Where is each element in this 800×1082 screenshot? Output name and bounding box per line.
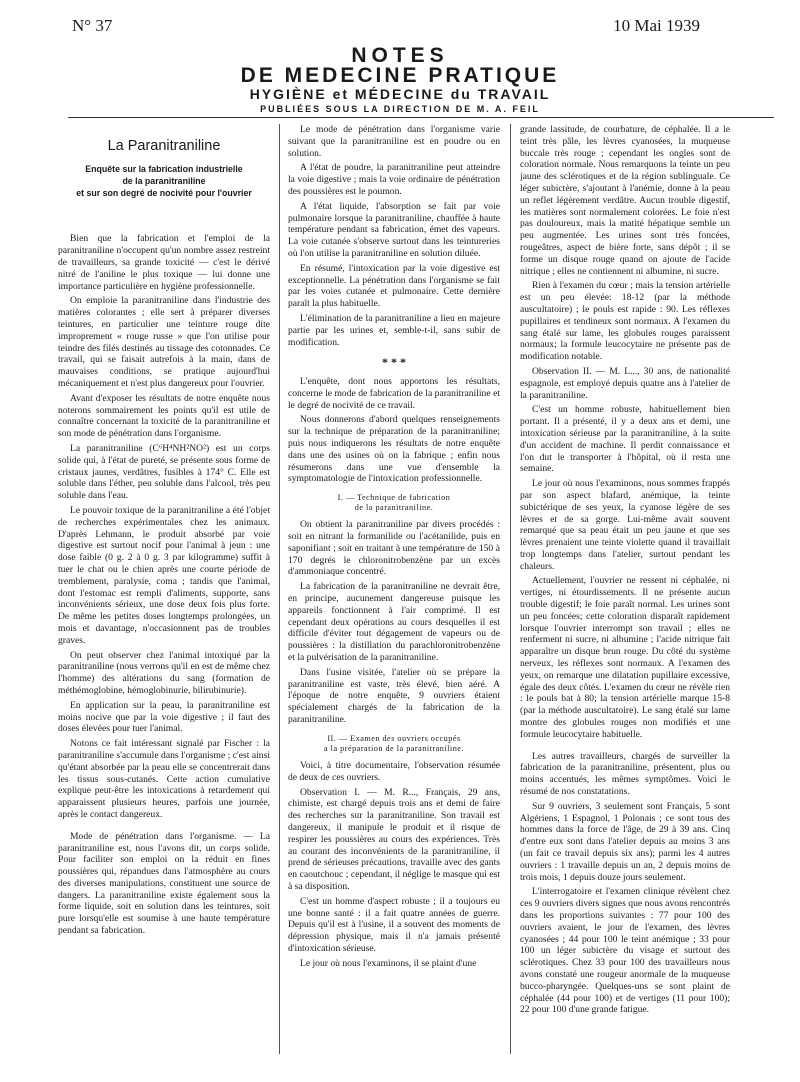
- paragraph: Notons ce fait intéressant signalé par Fischer : la paranitraniline s'accumule dans l'organisme ; c'est ainsi qu'étant absorbée par la peau elle se concentrerait dans les tissus sous-cutanés. Cette action cumulative explique peut-être les intoxications à retardement qui apparaissent plusieurs heures, parfois une journée, après le contact dangereux.: [58, 738, 270, 820]
- paragraph: Avant d'exposer les résultats de notre enquête nous noterons sommairement les points qu'il est utile de connaître concernant la toxicité de la paranitraniline et son mode de pénétration dans l'organisme.: [58, 392, 270, 440]
- paragraph: A l'état liquide, l'absorption se fait par voie pulmonaire lorsque la paranitraniline, chauffée à haute température pendant sa fabrication, émet des vapeurs. La voie cutanée s'observe surtout dans les teintureries où l'on utilise la paranitraniline en solution diluée.: [288, 200, 500, 259]
- paragraph: Les autres travailleurs, chargés de surveiller la fabrication de la paranitraniline, présentent, plus ou moins accentués, les mêmes symptômes. Voici le résumé de nos constatations.: [520, 750, 730, 798]
- paragraph: Observation II. — M. L..., 30 ans, de nationalité espagnole, est employé depuis quatre ans à l'atelier de la paranitraniline.: [520, 365, 730, 401]
- section-heading: [288, 734, 500, 754]
- column-1: [58, 124, 270, 1064]
- paragraph: On obtient la paranitraniline par divers procédés : soit en nitrant la formanilide ou l'acétanilide, puis en saponifiant ; soit en traitant à une température de 150 à 170 degrés le chloronitrobenzène par un excès d'ammoniaque concentré.: [288, 519, 500, 578]
- paragraph: Le pouvoir toxique de la paranitraniline a été l'objet de recherches expérimentales chez les animaux. D'après Lehmann, le produit absorbé par voie digestive est surtout nocif pour l'animal à jeun : une dose faible (0 g. 2 à 0 g. 3 par kilogramme) suffit à tuer le chat ou le chien après une courte période de tremblement, paralysie, coma ; tandis que l'animal, dont l'estomac est rempli d'aliments, supporte, sans inconvénients sérieux, une dose deux fois plus forte. De même les petites doses longtemps prolongées, un mois et davantage, n'occasionnent pas de troubles graves.: [58, 504, 270, 646]
- paragraph: En résumé, l'intoxication par la voie digestive est exceptionnelle. La pénétration dans l'organisme se fait par les voies cutanée et pulmonaire. Cette dernière paraît la plus habituelle.: [288, 262, 500, 310]
- paragraph: C'est un homme robuste, habituellement bien portant. Il a présenté, il y a deux ans et demi, une intoxication sérieuse par la paranitraniline, à la suite d'un accident de machine. Il perdit connaissance et l'on dut le transporter à l'hôpital, où il resta une semaine.: [520, 404, 730, 475]
- paragraph: Le jour où nous l'examinons, il se plaint d'une: [300, 957, 477, 969]
- masthead-line1: NOTES: [351, 44, 449, 67]
- paragraph: A l'état de poudre, la paranitraniline peut atteindre la voie digestive ; mais la voie ordinaire de pénétration des poussières est le poumon.: [288, 162, 500, 197]
- paragraph: Voici, à titre documentaire, l'observation résumée de deux de ces ouvriers.: [288, 759, 500, 783]
- section-heading-line: a la préparation de la paranitraniline.: [324, 743, 464, 753]
- paragraph: grande lassitude, de courbature, de céphalée. Il a le teint très pâle, les lèvres cyanosées, la muqueuse buccale très rouge ; cependant les ongles sont de coloration normale. Nous remarquons la teinte un peu jaune des sclérotiques et de la région sublinguale. Ce léger subictère, s'ajoutant à l'anémie, donne à la peau un reflet légèrement verdâtre. Aucun trouble digestif, les matières sont normalement colorées. Le foie n'est pas douloureux, mais la matité hépatique semble un peu augmentée. Les urines sont très foncées, rougeâtres, aspect de bière forte, sans dépôt ; il se forme un disque rouge quand on ajoute de l'acide nitrique ; elles ne contiennent ni albumine, ni sucre.: [520, 124, 730, 277]
- paragraph: Bien que la fabrication et l'emploi de la paranitraniline n'occupent qu'un nombre assez restreint de travailleurs, sa grande toxicité — c'est le dérivé nitré de l'aniline le plus toxique — lui donne une importance particulière en hygiène professionnelle.: [58, 233, 270, 292]
- header-rule: [68, 117, 774, 118]
- paragraph: La fabrication de la paranitraniline ne devrait être, en principe, aucunement dangereuse puisque les appareils fonctionnent à l'air comprimé. Il est cependant deux opérations au cours desquelles il est difficile d'éviter tout dégagement de vapeurs ou de poussières : la distillation du parachloronitrobenzène et la pulvérisation de la paranitraniline.: [288, 581, 500, 664]
- column-3: [520, 124, 730, 1064]
- issue-number: N° 37: [72, 16, 113, 35]
- paragraph: Rien à l'examen du cœur ; mais la tension artérielle est un peu élevée: 18-12 (par la méthode auscultatoire) ; le pouls est rapide : 90. Les réflexes pupillaires et tendineux sont normaux. A l'examen du sang étalé sur lame, les globules rouges paraissent normaux; la formule leucocytaire ne présente pas de modification notable.: [520, 280, 730, 363]
- paragraph: Le jour où nous l'examinons, nous sommes frappés par son aspect blafard, anémique, la teinte subictérique de ses yeux, la cyanose légère de ses lèvres et de sa gorge. Lui-même avait souvent remarqué que sa peau était un peu jaune et que ses lèvres prenaient une teinte violette quand il travaillait trop longtemps dans l'atelier, surtout pendant les chaleurs.: [520, 478, 730, 572]
- paragraph: La paranitraniline (C⁶H⁴NH²NO²) est un corps solide qui, à l'état de pureté, se présente sous forme de cristaux jaunes, verdâtres, fusibles à 174° C. Elle est soluble dans l'éther, peu soluble dans l'alcool, très peu soluble dans l'eau.: [58, 443, 270, 502]
- section-heading-line: de la paranitraniline.: [354, 503, 434, 513]
- paragraph: Sur 9 ouvriers, 3 seulement sont Français, 5 sont Algériens, 1 Espagnol, 1 Polonais ; ce sont tous des hommes dans la force de l'âge, de 29 à 39 ans. Cinq d'entre eux sont dans l'atelier depuis au moins 3 ans (un fait ce travail depuis six ans); parmi les 4 autres ouvriers : 1 travaille depuis un an, 2 depuis moins de trois mois, 1 depuis douze jours seulement.: [520, 800, 730, 883]
- paragraph: Nous donnerons d'abord quelques renseignements sur la technique de préparation de la paranitraniline; puis nous indiquerons les résultats de notre enquête dans une des usines où on la fabrique ; enfin nous résumerons dans une vue d'ensemble la symptomatologie de l'intoxication professionnelle.: [288, 414, 500, 485]
- paragraph: C'est un homme d'aspect robuste ; il a toujours eu une bonne santé : il a fait quatre années de guerre. Depuis qu'il est à l'usine, il a souvent des moments de dépression physique, mais il n'a jamais présenté d'intoxication sérieuse.: [288, 895, 500, 954]
- paragraph: Mode de pénétration dans l'organisme. — La paranitraniline est, nous l'avons dit, un corps solide. Pour faciliter son emploi on la réduit en fines poussières qui, répandues dans l'atmosphère au cours des diverses manipulations, constituent une source de dangers. La paranitraniline existe également sous la forme liquide, soit en solution dans les teintures, soit pure lorsqu'elle est soumise à une haute température pendant sa fabrication.: [58, 830, 270, 937]
- masthead-line2: DE MEDECINE PRATIQUE: [240, 64, 560, 87]
- masthead-direction: PUBLIÉES SOUS LA DIRECTION DE M. A. FEIL: [260, 104, 540, 114]
- column-2: [288, 124, 500, 1064]
- paragraph: Observation I. — M. R..., Français, 29 ans, chimiste, est chargé depuis trois ans et demi de faire des recherches sur la paranitraniline. Son travail est dangereux, il manipule le produit et il risque de respirer les poussières au cours des expériences. Très au courant des inconvénients de la paranitraniline, il prend de sérieuses précautions, travaille avec des gants en caoutchouc ; cependant, il néglige le masque qui est à sa disposition.: [288, 786, 500, 892]
- section-stars: * * *: [382, 355, 406, 370]
- article-title: La Paranitraniline: [107, 138, 221, 154]
- paragraph: L'élimination de la paranitraniline a lieu en majeure partie par les urines et, semble-t-il, sans subir de modification.: [288, 312, 500, 348]
- column-divider: [510, 124, 511, 1054]
- issue-date: 10 Mai 1939: [613, 16, 700, 35]
- paragraph: On emploie la paranitraniline dans l'industrie des matières colorantes ; elle sert à préparer diverses teintures, en particulier une teinture rouge dite improprement « rouge russe » que l'on utilise pour teindre des filés destinés au tissage des cotonnades. Ce travail, qui se faisait autrefois à la main, dans de mauvaises conditions, se pratique aujourd'hui mécaniquement et n'est plus dangereux pour l'ouvrier.: [58, 295, 270, 390]
- section-heading-line: II. — Examen des ouvriers occupés: [327, 733, 461, 743]
- article-subtitle: [58, 164, 270, 200]
- paragraph: L'interrogatoire et l'examen clinique révèlent chez ces 9 ouvriers divers signes que nous avons rencontrés dans les proportions suivantes : 77 pour 100 des ouvriers avaient, le jour de l'examen, des lèvres cyanosées ; 44 pour 100 le teint anémique ; 33 pour 100 un léger subictère du visage et surtout des sclérotiques. Chez 33 pour 100 des travailleurs nous avons constaté une rougeur anormale de la muqueuse bucco-pharyngée. Quelques-uns se sont plaint de céphalée (44 pour 100) et de vertiges (11 pour 100); 22 pour 100 d'une grande fatigue.: [520, 886, 730, 1016]
- paragraph: On peut observer chez l'animal intoxiqué par la paranitraniline (nous verrons qu'il en est de même chez l'homme) des altérations du sang (formation de méthémoglobine, hémoglobinurie, bilirubinurie).: [58, 649, 270, 696]
- paragraph: En application sur la peau, la paranitraniline est moins nocive que par la voie digestive ; il faut des doses élevées pour tuer l'animal.: [58, 699, 270, 735]
- masthead-subtitle: HYGIÈNE et MÉDECINE du TRAVAIL: [249, 86, 551, 102]
- subtitle-line: et sur son degré de nocivité pour l'ouvrier: [76, 187, 252, 198]
- section-heading-line: I. — Technique de fabrication: [337, 493, 451, 503]
- column-divider: [279, 124, 280, 1054]
- section-heading: [288, 493, 500, 513]
- paragraph: Actuellement, l'ouvrier ne ressent ni céphalée, ni vertiges, ni étourdissements. Il ne présente aucun trouble digestif; le foie paraît normal. Les urines sont un peu foncées; cette coloration disparaît rapidement lorsque l'ouvrier interrompt son travail ; elles ne renferment ni sucre, ni albumine ; l'acide nitrique fait apparaître un disque brun rouge. Du côté du système nerveux, les réflexes sont normaux. A l'examen des yeux, on remarque une dilatation pupillaire excessive, égale des deux côtés. L'examen du cœur ne révèle rien : le pouls bat à 80; la tension artérielle marque 15-8 (par la méthode auscultatoire). Le sang étalé sur lame montre des globules rouges non modifiés et une formule leucocytaire habituelle.: [520, 575, 730, 740]
- paragraph: L'enquête, dont nous apportons les résultats, concerne le mode de fabrication de la paranitraniline et le degré de nocivité de ce travail.: [288, 375, 500, 411]
- subtitle-line: Enquête sur la fabrication industrielle: [85, 163, 243, 174]
- paragraph: Dans l'usine visitée, l'atelier où se prépare la paranitraniline est vaste, très élevé, bien aéré. A l'époque de notre enquête, 9 ouvriers étaient spécialement chargés de la fabrication de la paranitraniline.: [288, 666, 500, 726]
- paragraph: Le mode de pénétration dans l'organisme varie suivant que la paranitraniline est en poudre ou en solution.: [288, 124, 500, 159]
- subtitle-line: de la paranitraniline: [122, 175, 206, 186]
